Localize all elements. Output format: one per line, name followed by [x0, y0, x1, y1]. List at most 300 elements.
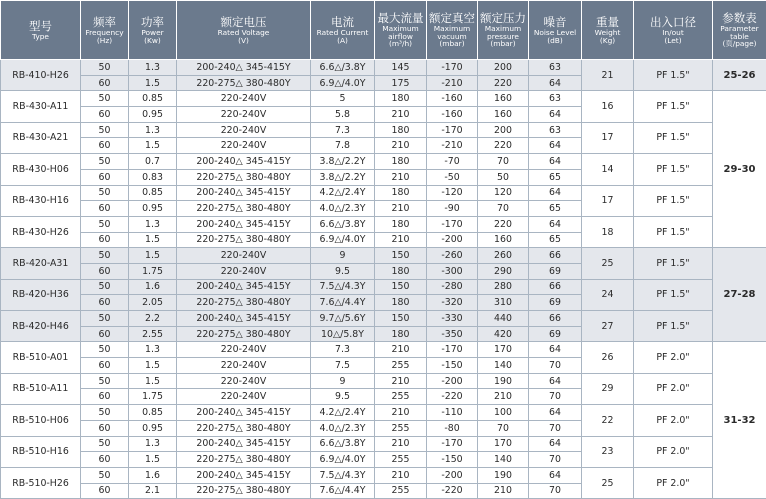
- frequency-cell: 60: [81, 138, 129, 154]
- header-in-out: [634, 1, 713, 60]
- current-cell: 3.8△/2.2Y: [311, 154, 375, 170]
- noise-cell: 64: [529, 75, 582, 91]
- header-zh: 额定真空: [429, 10, 475, 25]
- vacuum-cell: -80: [427, 420, 478, 436]
- frequency-cell: 60: [81, 232, 129, 248]
- header-en: Frequency (Hz): [85, 27, 124, 45]
- noise-cell: 70: [529, 483, 582, 499]
- airflow-cell: 210: [375, 232, 427, 248]
- pressure-cell: 160: [478, 107, 529, 123]
- frequency-cell: 60: [81, 263, 129, 279]
- frequency-cell: 50: [81, 154, 129, 170]
- table-row: [1, 436, 766, 452]
- port-cell: PF 2.0": [634, 373, 713, 404]
- pressure-cell: 70: [478, 420, 529, 436]
- model-type-cell: RB-510-H06: [1, 405, 81, 436]
- current-cell: 9.5: [311, 263, 375, 279]
- header-en: Maximum airflow (m³/h): [382, 23, 419, 49]
- noise-cell: 64: [529, 216, 582, 232]
- weight-cell: 29: [582, 373, 634, 404]
- table-row: [1, 185, 766, 201]
- current-cell: 9: [311, 373, 375, 389]
- port-cell: PF 1.5": [634, 248, 713, 279]
- page-ref-cell: 29-30: [713, 91, 766, 248]
- vacuum-cell: -260: [427, 248, 478, 264]
- model-type-cell: RB-430-A21: [1, 122, 81, 153]
- vacuum-cell: -90: [427, 201, 478, 217]
- weight-cell: 22: [582, 405, 634, 436]
- frequency-cell: 50: [81, 342, 129, 358]
- noise-cell: 65: [529, 201, 582, 217]
- pressure-cell: 210: [478, 483, 529, 499]
- noise-cell: 66: [529, 311, 582, 327]
- header-en: Noise Level (dB): [533, 27, 577, 45]
- weight-cell: 16: [582, 91, 634, 122]
- model-type-cell: RB-510-A01: [1, 342, 81, 373]
- noise-cell: 64: [529, 107, 582, 123]
- frequency-cell: 50: [81, 373, 129, 389]
- airflow-cell: 210: [375, 138, 427, 154]
- airflow-cell: 210: [375, 107, 427, 123]
- model-type-cell: RB-510-H16: [1, 436, 81, 467]
- vacuum-cell: -350: [427, 326, 478, 342]
- header-en: Power (Kw): [141, 27, 164, 45]
- power-cell: 2.2: [129, 311, 177, 327]
- noise-cell: 64: [529, 138, 582, 154]
- current-cell: 7.3: [311, 342, 375, 358]
- frequency-cell: 50: [81, 216, 129, 232]
- vacuum-cell: -170: [427, 342, 478, 358]
- airflow-cell: 210: [375, 436, 427, 452]
- voltage-cell: 200-240△ 345-415Y: [177, 216, 311, 232]
- vacuum-cell: -170: [427, 122, 478, 138]
- voltage-cell: 200-240△ 345-415Y: [177, 60, 311, 76]
- page-ref-cell: 25-26: [713, 60, 766, 91]
- airflow-cell: 180: [375, 263, 427, 279]
- vacuum-cell: -120: [427, 185, 478, 201]
- port-cell: PF 1.5": [634, 216, 713, 247]
- current-cell: 4.0△/2.3Y: [311, 201, 375, 217]
- model-type-cell: RB-510-A11: [1, 373, 81, 404]
- airflow-cell: 180: [375, 154, 427, 170]
- voltage-cell: 220-240V: [177, 342, 311, 358]
- frequency-cell: 60: [81, 358, 129, 374]
- voltage-cell: 200-240△ 345-415Y: [177, 436, 311, 452]
- power-cell: 1.75: [129, 263, 177, 279]
- current-cell: 6.6△/3.8Y: [311, 216, 375, 232]
- port-cell: PF 1.5": [634, 91, 713, 122]
- power-cell: 1.5: [129, 358, 177, 374]
- header-en: Maximum vacuum (mbar): [433, 23, 471, 49]
- frequency-cell: 50: [81, 122, 129, 138]
- power-cell: 2.1: [129, 483, 177, 499]
- vacuum-cell: -330: [427, 311, 478, 327]
- port-cell: PF 1.5": [634, 122, 713, 153]
- frequency-cell: 50: [81, 405, 129, 421]
- weight-cell: 25: [582, 248, 634, 279]
- current-cell: 7.3: [311, 122, 375, 138]
- model-type-cell: RB-420-A31: [1, 248, 81, 279]
- port-cell: PF 2.0": [634, 467, 713, 498]
- voltage-cell: 220-275△ 380-480Y: [177, 483, 311, 499]
- header-zh: 重量: [596, 14, 619, 29]
- current-cell: 7.5: [311, 358, 375, 374]
- vacuum-cell: -170: [427, 436, 478, 452]
- voltage-cell: 220-275△ 380-480Y: [177, 201, 311, 217]
- frequency-cell: 60: [81, 169, 129, 185]
- current-cell: 5: [311, 91, 375, 107]
- header-zh: 噪音: [543, 14, 567, 29]
- frequency-cell: 50: [81, 60, 129, 76]
- airflow-cell: 180: [375, 326, 427, 342]
- frequency-cell: 60: [81, 452, 129, 468]
- pressure-cell: 280: [478, 279, 529, 295]
- pressure-cell: 220: [478, 138, 529, 154]
- header-zh: 型号: [29, 18, 52, 33]
- current-cell: 5.8: [311, 107, 375, 123]
- voltage-cell: 220-275△ 380-480Y: [177, 295, 311, 311]
- power-cell: 1.3: [129, 122, 177, 138]
- pressure-cell: 160: [478, 91, 529, 107]
- noise-cell: 64: [529, 405, 582, 421]
- weight-cell: 23: [582, 436, 634, 467]
- power-cell: 1.75: [129, 389, 177, 405]
- power-cell: 0.85: [129, 405, 177, 421]
- airflow-cell: 255: [375, 389, 427, 405]
- voltage-cell: 220-275△ 380-480Y: [177, 452, 311, 468]
- vacuum-cell: -50: [427, 169, 478, 185]
- vacuum-cell: -210: [427, 138, 478, 154]
- noise-cell: 64: [529, 154, 582, 170]
- power-cell: 1.5: [129, 138, 177, 154]
- noise-cell: 63: [529, 122, 582, 138]
- noise-cell: 70: [529, 389, 582, 405]
- pressure-cell: 160: [478, 232, 529, 248]
- noise-cell: 70: [529, 358, 582, 374]
- noise-cell: 65: [529, 232, 582, 248]
- power-cell: 0.95: [129, 107, 177, 123]
- airflow-cell: 255: [375, 483, 427, 499]
- current-cell: 3.8△/2.2Y: [311, 169, 375, 185]
- vacuum-cell: -170: [427, 216, 478, 232]
- table-row: [1, 60, 766, 76]
- power-cell: 1.5: [129, 248, 177, 264]
- voltage-cell: 200-240△ 345-415Y: [177, 185, 311, 201]
- header-parameter-table: [713, 1, 766, 60]
- pressure-cell: 50: [478, 169, 529, 185]
- model-type-cell: RB-510-H26: [1, 467, 81, 498]
- model-type-cell: RB-420-H36: [1, 279, 81, 310]
- frequency-cell: 60: [81, 75, 129, 91]
- power-cell: 1.3: [129, 60, 177, 76]
- noise-cell: 64: [529, 436, 582, 452]
- port-cell: PF 1.5": [634, 311, 713, 342]
- voltage-cell: 220-275△ 380-480Y: [177, 420, 311, 436]
- vacuum-cell: -300: [427, 263, 478, 279]
- voltage-cell: 220-240V: [177, 358, 311, 374]
- frequency-cell: 50: [81, 279, 129, 295]
- current-cell: 7.6△/4.4Y: [311, 483, 375, 499]
- vacuum-cell: -320: [427, 295, 478, 311]
- power-cell: 2.55: [129, 326, 177, 342]
- weight-cell: 14: [582, 154, 634, 185]
- airflow-cell: 145: [375, 60, 427, 76]
- spec-table-body: [1, 60, 766, 499]
- header-zh: 功率: [141, 14, 164, 29]
- airflow-cell: 175: [375, 75, 427, 91]
- current-cell: 6.9△/4.0Y: [311, 452, 375, 468]
- voltage-cell: 220-240V: [177, 122, 311, 138]
- vacuum-cell: -280: [427, 279, 478, 295]
- voltage-cell: 220-275△ 380-480Y: [177, 232, 311, 248]
- airflow-cell: 210: [375, 342, 427, 358]
- port-cell: PF 2.0": [634, 342, 713, 373]
- table-row: [1, 216, 766, 232]
- noise-cell: 69: [529, 326, 582, 342]
- voltage-cell: 220-275△ 380-480Y: [177, 326, 311, 342]
- header-en: In/out (Let): [662, 27, 684, 45]
- power-cell: 1.5: [129, 373, 177, 389]
- pressure-cell: 170: [478, 436, 529, 452]
- power-cell: 1.5: [129, 452, 177, 468]
- port-cell: PF 1.5": [634, 279, 713, 310]
- frequency-cell: 50: [81, 467, 129, 483]
- weight-cell: 17: [582, 122, 634, 153]
- noise-cell: 66: [529, 248, 582, 264]
- model-type-cell: RB-430-H26: [1, 216, 81, 247]
- model-type-cell: RB-430-A11: [1, 91, 81, 122]
- pressure-cell: 100: [478, 405, 529, 421]
- pressure-cell: 220: [478, 75, 529, 91]
- current-cell: 10△/5.8Y: [311, 326, 375, 342]
- airflow-cell: 150: [375, 311, 427, 327]
- weight-cell: 27: [582, 311, 634, 342]
- power-cell: 0.95: [129, 420, 177, 436]
- noise-cell: 66: [529, 279, 582, 295]
- power-cell: 0.85: [129, 91, 177, 107]
- current-cell: 7.6△/4.4Y: [311, 295, 375, 311]
- header-frequency: [81, 1, 129, 60]
- voltage-cell: 220-240V: [177, 138, 311, 154]
- header-zh: 参数表: [722, 10, 757, 25]
- power-cell: 0.95: [129, 201, 177, 217]
- voltage-cell: 220-240V: [177, 248, 311, 264]
- header-type: [1, 1, 81, 60]
- header-rated-current: [311, 1, 375, 60]
- vacuum-cell: -110: [427, 405, 478, 421]
- noise-cell: 64: [529, 373, 582, 389]
- airflow-cell: 180: [375, 185, 427, 201]
- frequency-cell: 60: [81, 107, 129, 123]
- page-ref-cell: 31-32: [713, 342, 766, 499]
- airflow-cell: 210: [375, 373, 427, 389]
- voltage-cell: 200-240△ 345-415Y: [177, 279, 311, 295]
- port-cell: PF 1.5": [634, 185, 713, 216]
- power-cell: 1.3: [129, 436, 177, 452]
- table-row: [1, 154, 766, 170]
- current-cell: 6.9△/4.0Y: [311, 75, 375, 91]
- airflow-cell: 210: [375, 201, 427, 217]
- noise-cell: 70: [529, 420, 582, 436]
- header-noise-level: [529, 1, 582, 60]
- vacuum-cell: -200: [427, 373, 478, 389]
- model-type-cell: RB-430-H16: [1, 185, 81, 216]
- header-en: Type: [32, 31, 49, 41]
- frequency-cell: 60: [81, 483, 129, 499]
- current-cell: 4.2△/2.4Y: [311, 405, 375, 421]
- table-row: [1, 248, 766, 264]
- airflow-cell: 150: [375, 279, 427, 295]
- vacuum-cell: -160: [427, 107, 478, 123]
- power-cell: 2.05: [129, 295, 177, 311]
- power-cell: 0.83: [129, 169, 177, 185]
- weight-cell: 18: [582, 216, 634, 247]
- noise-cell: 63: [529, 60, 582, 76]
- noise-cell: 69: [529, 263, 582, 279]
- current-cell: 7.5△/4.3Y: [311, 467, 375, 483]
- vacuum-cell: -220: [427, 389, 478, 405]
- table-row: [1, 91, 766, 107]
- pressure-cell: 220: [478, 216, 529, 232]
- pressure-cell: 120: [478, 185, 529, 201]
- power-cell: 0.7: [129, 154, 177, 170]
- model-type-cell: RB-410-H26: [1, 60, 81, 91]
- current-cell: 7.5△/4.3Y: [311, 279, 375, 295]
- airflow-cell: 150: [375, 248, 427, 264]
- vacuum-cell: -200: [427, 467, 478, 483]
- frequency-cell: 60: [81, 201, 129, 217]
- frequency-cell: 50: [81, 248, 129, 264]
- pressure-cell: 260: [478, 248, 529, 264]
- voltage-cell: 200-240△ 345-415Y: [177, 154, 311, 170]
- header-zh: 电流: [331, 14, 354, 29]
- current-cell: 4.0△/2.3Y: [311, 420, 375, 436]
- table-row: [1, 405, 766, 421]
- current-cell: 4.2△/2.4Y: [311, 185, 375, 201]
- header-zh: 额定压力: [480, 10, 526, 25]
- header-rated-voltage: [177, 1, 311, 60]
- voltage-cell: 220-240V: [177, 263, 311, 279]
- current-cell: 6.9△/4.0Y: [311, 232, 375, 248]
- airflow-cell: 180: [375, 91, 427, 107]
- airflow-cell: 255: [375, 452, 427, 468]
- frequency-cell: 50: [81, 436, 129, 452]
- voltage-cell: 220-275△ 380-480Y: [177, 75, 311, 91]
- airflow-cell: 180: [375, 122, 427, 138]
- header-row: [1, 1, 766, 60]
- vacuum-cell: -150: [427, 452, 478, 468]
- header-max-pressure: [478, 1, 529, 60]
- port-cell: PF 2.0": [634, 405, 713, 436]
- pressure-cell: 200: [478, 122, 529, 138]
- header-en: Rated Voltage (V): [217, 27, 270, 45]
- current-cell: 6.6△/3.8Y: [311, 60, 375, 76]
- frequency-cell: 60: [81, 295, 129, 311]
- header-en: Weight (Kg): [594, 27, 621, 45]
- pressure-cell: 170: [478, 342, 529, 358]
- power-cell: 1.6: [129, 467, 177, 483]
- header-en: Maximum pressure (mbar): [484, 23, 522, 49]
- airflow-cell: 210: [375, 467, 427, 483]
- port-cell: PF 1.5": [634, 154, 713, 185]
- pressure-cell: 310: [478, 295, 529, 311]
- pressure-cell: 290: [478, 263, 529, 279]
- power-cell: 1.5: [129, 75, 177, 91]
- pressure-cell: 200: [478, 60, 529, 76]
- weight-cell: 17: [582, 185, 634, 216]
- frequency-cell: 50: [81, 311, 129, 327]
- current-cell: 9.5: [311, 389, 375, 405]
- vacuum-cell: -160: [427, 91, 478, 107]
- pressure-cell: 440: [478, 311, 529, 327]
- page-ref-cell: 27-28: [713, 248, 766, 342]
- table-row: [1, 311, 766, 327]
- model-type-cell: RB-430-H06: [1, 154, 81, 185]
- header-zh: 最大流量: [377, 10, 424, 25]
- power-cell: 1.6: [129, 279, 177, 295]
- pressure-cell: 140: [478, 358, 529, 374]
- frequency-cell: 60: [81, 326, 129, 342]
- current-cell: 9.7△/5.6Y: [311, 311, 375, 327]
- weight-cell: 25: [582, 467, 634, 498]
- pressure-cell: 420: [478, 326, 529, 342]
- voltage-cell: 200-240△ 345-415Y: [177, 467, 311, 483]
- weight-cell: 24: [582, 279, 634, 310]
- airflow-cell: 210: [375, 405, 427, 421]
- frequency-cell: 50: [81, 91, 129, 107]
- power-cell: 1.3: [129, 216, 177, 232]
- voltage-cell: 220-275△ 380-480Y: [177, 169, 311, 185]
- noise-cell: 64: [529, 467, 582, 483]
- table-row: [1, 373, 766, 389]
- noise-cell: 69: [529, 295, 582, 311]
- header-weight: [582, 1, 634, 60]
- current-cell: 7.8: [311, 138, 375, 154]
- vacuum-cell: -170: [427, 60, 478, 76]
- frequency-cell: 60: [81, 389, 129, 405]
- pressure-cell: 190: [478, 373, 529, 389]
- vacuum-cell: -220: [427, 483, 478, 499]
- table-row: [1, 467, 766, 483]
- airflow-cell: 180: [375, 216, 427, 232]
- power-cell: 0.85: [129, 185, 177, 201]
- model-type-cell: RB-420-H46: [1, 311, 81, 342]
- pressure-cell: 210: [478, 389, 529, 405]
- noise-cell: 64: [529, 185, 582, 201]
- port-cell: PF 2.0": [634, 436, 713, 467]
- noise-cell: 64: [529, 342, 582, 358]
- vacuum-cell: -150: [427, 358, 478, 374]
- header-en: Parameter table (页/page): [720, 23, 759, 49]
- weight-cell: 21: [582, 60, 634, 91]
- header-power: [129, 1, 177, 60]
- pressure-cell: 70: [478, 154, 529, 170]
- current-cell: 6.6△/3.8Y: [311, 436, 375, 452]
- pressure-cell: 140: [478, 452, 529, 468]
- header-max-vacuum: [427, 1, 478, 60]
- header-max-airflow: [375, 1, 427, 60]
- table-row: [1, 122, 766, 138]
- airflow-cell: 180: [375, 295, 427, 311]
- power-cell: 1.5: [129, 232, 177, 248]
- header-en: Rated Current (A): [316, 27, 369, 45]
- airflow-cell: 210: [375, 169, 427, 185]
- power-cell: 1.3: [129, 342, 177, 358]
- voltage-cell: 220-240V: [177, 373, 311, 389]
- noise-cell: 65: [529, 169, 582, 185]
- header-zh: 额定电压: [220, 14, 267, 29]
- current-cell: 9: [311, 248, 375, 264]
